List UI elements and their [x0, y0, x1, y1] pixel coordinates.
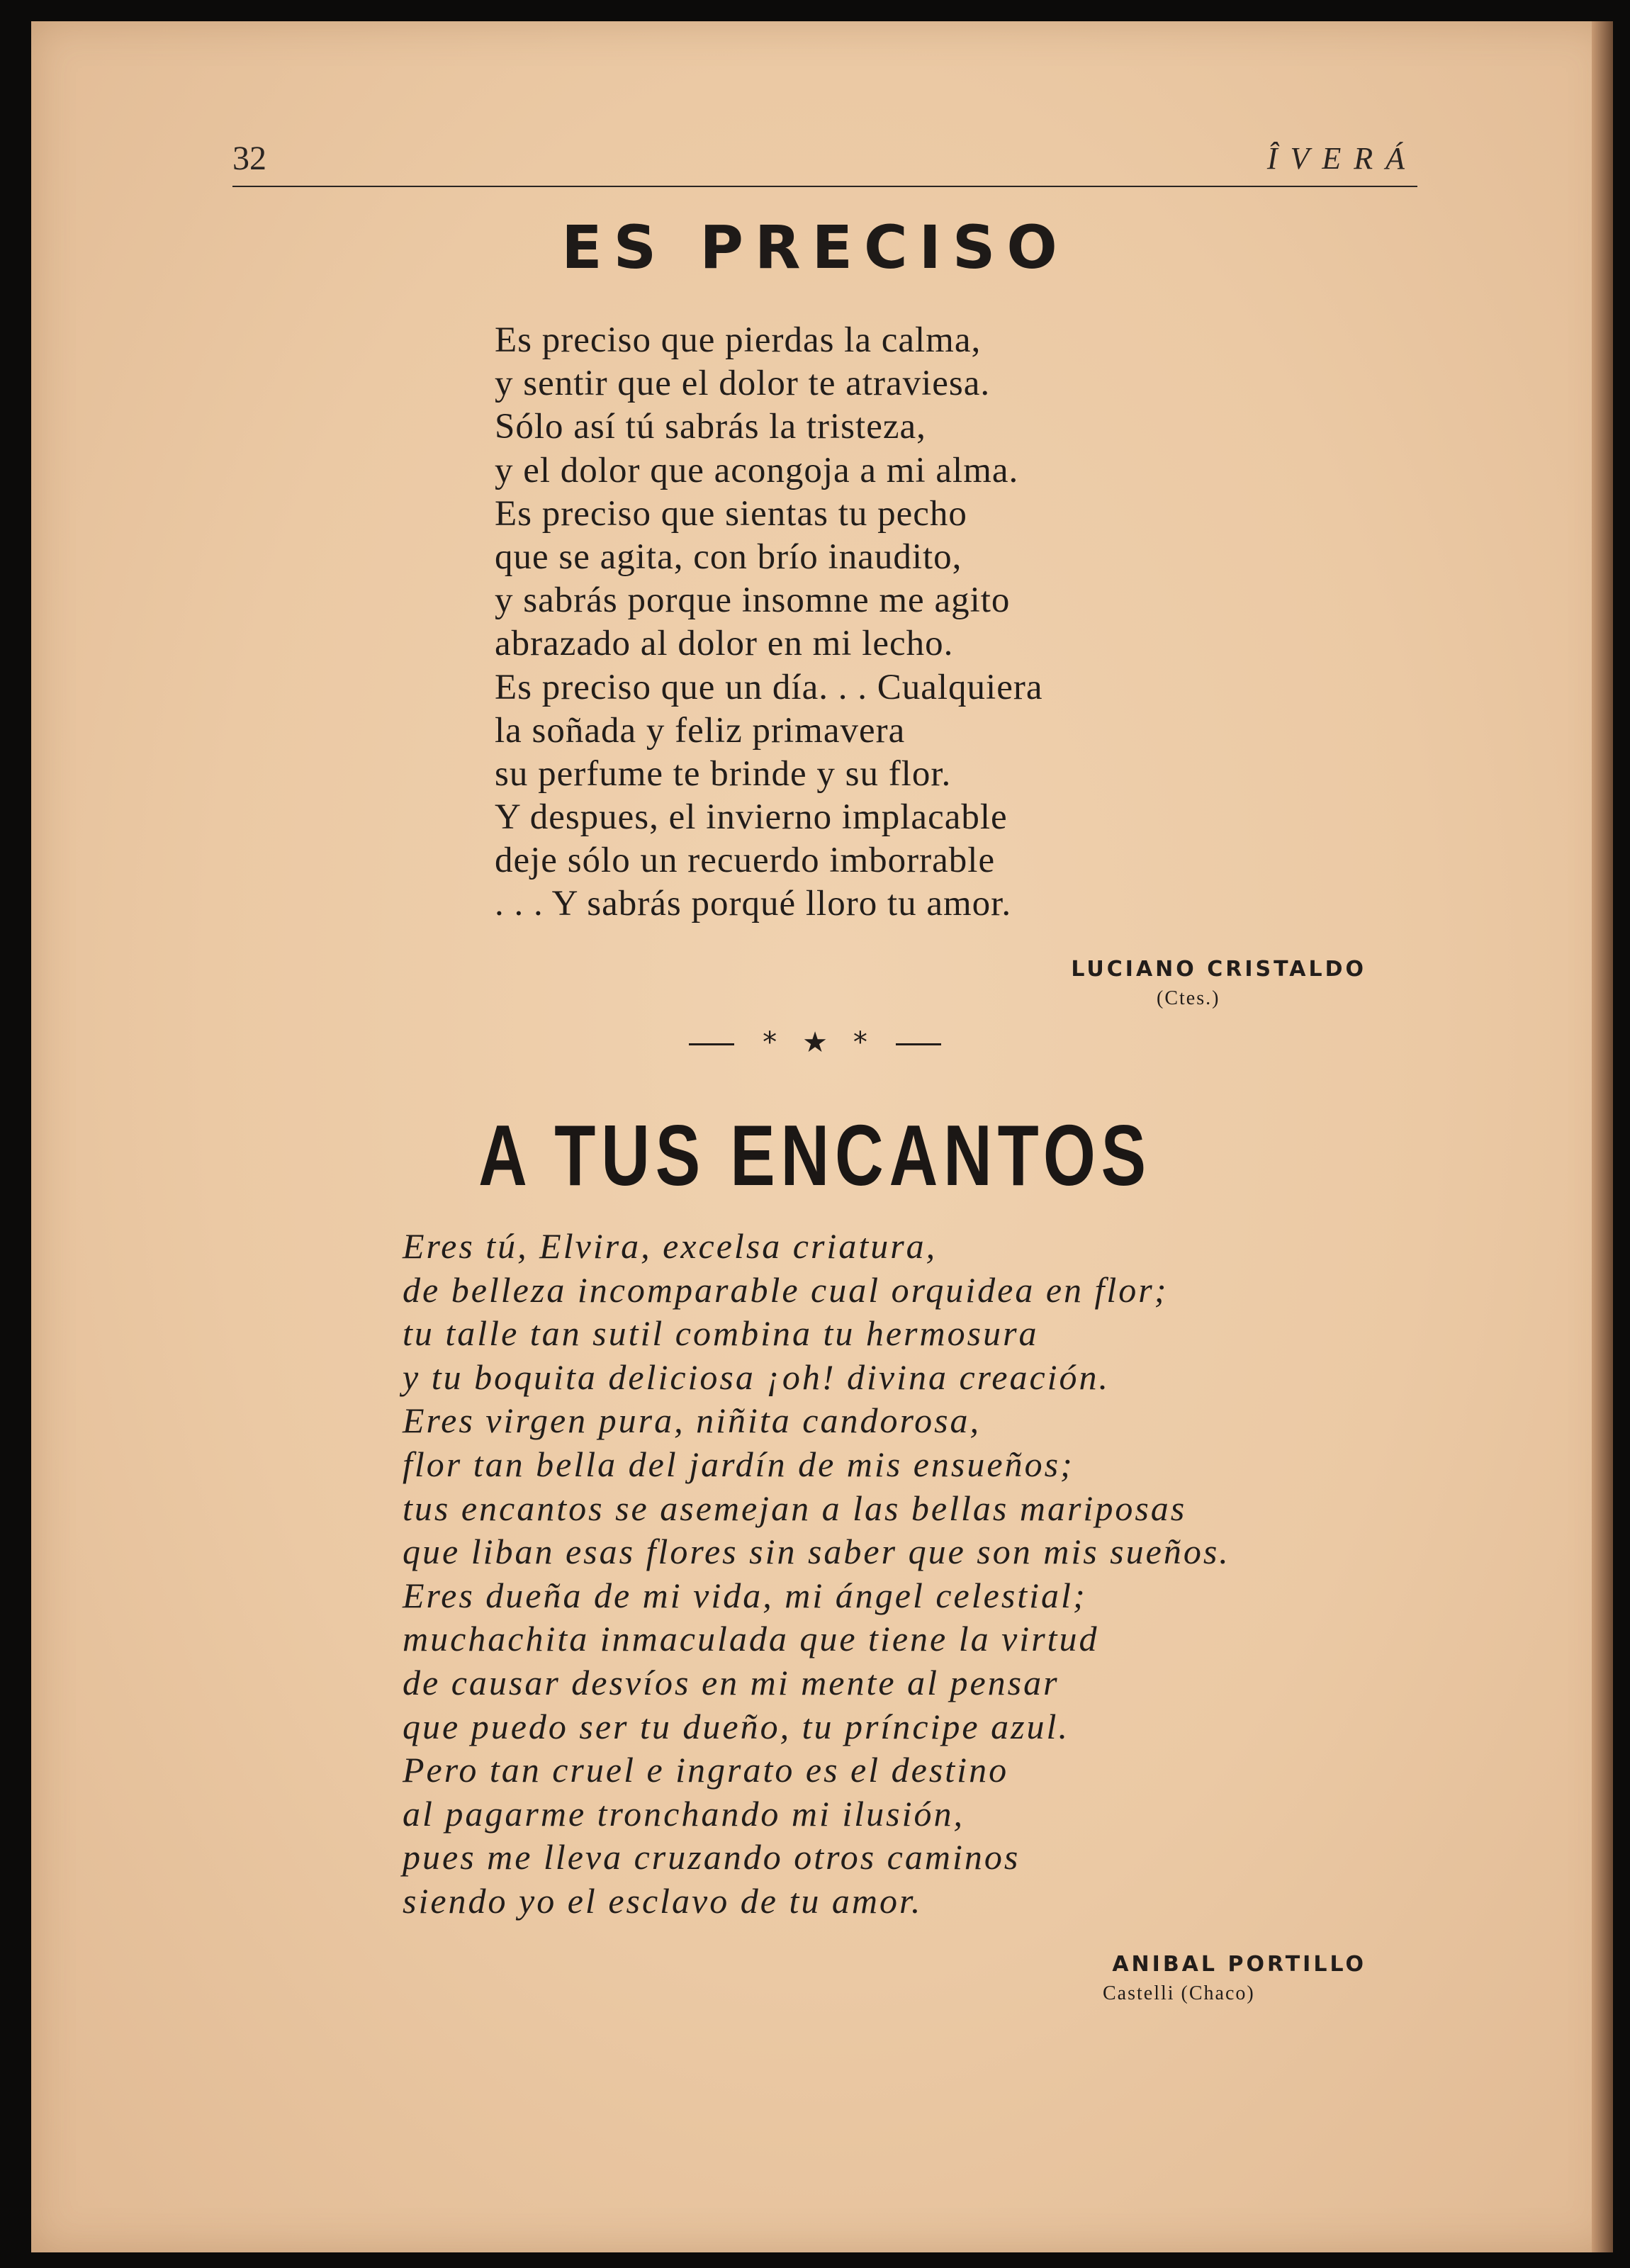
poem-line: y tu boquita deliciosa ¡oh! divina creación. [403, 1357, 1111, 1397]
page-number: 32 [232, 140, 266, 177]
poem-line: deje sólo un recuerdo imborrable [495, 841, 996, 881]
page-header [232, 122, 1417, 187]
poem-line: Es preciso que sientas tu pecho [495, 493, 967, 534]
star-icon: ★ [802, 1026, 828, 1059]
asterisk-icon: * [763, 1026, 777, 1059]
poem-line: al pagarme tronchando mi ilusión, [403, 1793, 965, 1834]
poem-line: . . . Y sabrás porqué lloro tu amor. [495, 884, 1012, 924]
poem-line: muchachita inmaculada que tiene la virtud [403, 1619, 1099, 1659]
author-place: Castelli (Chaco) [1103, 1982, 1255, 2004]
poem-line: que se agita, con brío inaudito, [495, 537, 962, 577]
poem-line: tu talle tan sutil combina tu hermosura [403, 1313, 1039, 1354]
author-place: (Ctes.) [1157, 987, 1220, 1009]
poem-line: y sabrás porque insomne me agito [495, 580, 1011, 621]
poem-body-a-tus-encantos [403, 1225, 1230, 1924]
poem-line: Es preciso que un día. . . Cualquiera [495, 667, 1043, 707]
poem-line: que liban esas flores sin saber que son mis sueños. [403, 1532, 1230, 1572]
poem-line: Eres virgen pura, niñita candorosa, [403, 1400, 982, 1441]
separator-rule [689, 1043, 734, 1045]
separator-rule [896, 1043, 941, 1045]
section-separator [0, 1026, 1630, 1059]
poem-line: Y despues, el invierno implacable [495, 797, 1008, 838]
poem-line: siendo yo el esclavo de tu amor. [403, 1880, 923, 1921]
page-gutter [1592, 21, 1613, 2252]
poem-line: la soñada y feliz primavera [495, 710, 906, 751]
poem-line: Sólo así tú sabrás la tristeza, [495, 407, 926, 447]
poem-line: Eres tú, Elvira, excelsa criatura, [403, 1226, 938, 1266]
poem-line: Eres dueña de mi vida, mi ángel celestial; [403, 1575, 1087, 1615]
poem-line: Es preciso que pierdas la calma, [495, 320, 982, 360]
poem-line: flor tan bella del jardín de mis ensueños; [403, 1444, 1074, 1484]
poem-title-a-tus-encantos: A TUS ENCANTOS [478, 1107, 1152, 1203]
poem-line: y sentir que el dolor te atraviesa. [495, 364, 991, 404]
poem-line: tus encantos se asemejan a las bellas mariposas [403, 1488, 1187, 1528]
poem-body-es-preciso [495, 319, 1042, 926]
poem-line: que puedo ser tu dueño, tu príncipe azul. [403, 1706, 1069, 1746]
poem-line: su perfume te brinde y su flor. [495, 753, 952, 794]
poem-title-es-preciso: ES PRECISO [561, 213, 1069, 282]
author-luciano-cristaldo: LUCIANO CRISTALDO [1071, 957, 1366, 982]
poem-line: de belleza incomparable cual orquidea en flor; [403, 1269, 1169, 1310]
author-anibal-portillo: ANIBAL PORTILLO [1112, 1952, 1366, 1977]
poem-line: abrazado al dolor en mi lecho. [495, 624, 954, 664]
poem-line: de causar desvíos en mi mente al pensar [403, 1662, 1060, 1702]
asterisk-icon: * [853, 1026, 867, 1059]
poem-line: Pero tan cruel e ingrato es el destino [403, 1750, 1009, 1790]
poem-line: pues me lleva cruzando otros caminos [403, 1837, 1021, 1877]
journal-title: ÎVERÁ [1266, 141, 1417, 176]
poem-line: y el dolor que acongoja a mi alma. [495, 450, 1019, 490]
